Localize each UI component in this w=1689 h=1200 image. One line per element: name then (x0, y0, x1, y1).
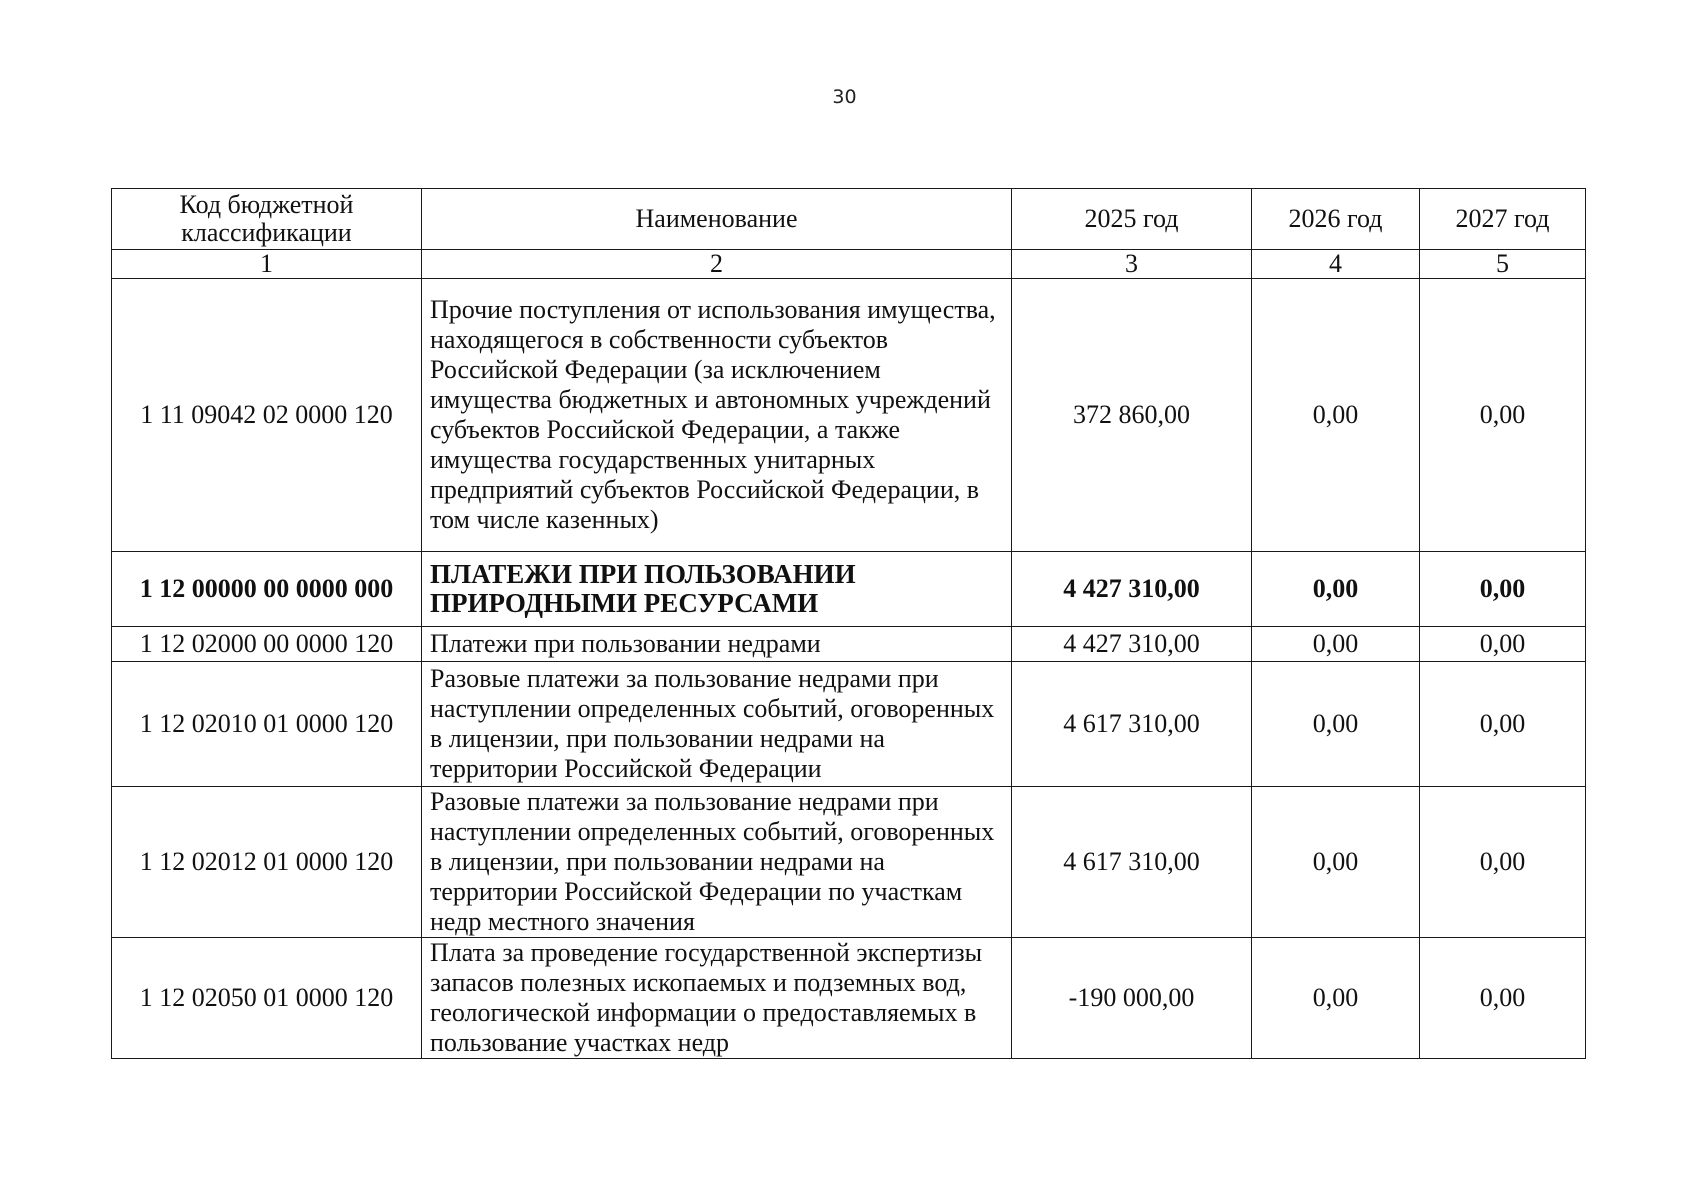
row-value-2025: -190 000,00 (1012, 938, 1252, 1059)
row-value-2026: 0,00 (1252, 627, 1420, 662)
row-value-2026: 0,00 (1252, 662, 1420, 787)
row-code: 1 12 02012 01 0000 120 (112, 787, 422, 938)
header-row (112, 189, 1586, 250)
row-value-2027: 0,00 (1420, 662, 1586, 787)
column-number-row (112, 250, 1586, 279)
row-code: 1 12 02050 01 0000 120 (112, 938, 422, 1059)
header-2026: 2026 год (1252, 189, 1420, 250)
row-value-2026: 0,00 (1252, 938, 1420, 1059)
row-name: Прочие поступления от использования имущества, находящегося в собственности субъектов Российской Федерации (за исключением имущества бюджетных и автономных учреждений субъектов Российской Федерации, а также имущества государственных унитарных предприятий субъектов Российской Федерации, в том числе казенных) (422, 279, 1012, 552)
row-name: Платежи при пользовании недрами (422, 627, 1012, 662)
row-value-2027: 0,00 (1420, 787, 1586, 938)
row-name: Разовые платежи за пользование недрами при наступлении определенных событий, оговоренных в лицензии, при пользовании недрами на территории Российской Федерации (422, 662, 1012, 787)
column-number: 2 (422, 250, 1012, 279)
row-name: Разовые платежи за пользование недрами при наступлении определенных событий, оговоренных в лицензии, при пользовании недрами на территории Российской Федерации по участкам недр местного значения (422, 787, 1012, 938)
header-name: Наименование (422, 189, 1012, 250)
column-number: 5 (1420, 250, 1586, 279)
column-number: 4 (1252, 250, 1420, 279)
table-row (112, 279, 1586, 552)
table-row (112, 662, 1586, 787)
row-value-2027: 0,00 (1420, 938, 1586, 1059)
table-row (112, 627, 1586, 662)
row-value-2025: 4 617 310,00 (1012, 662, 1252, 787)
column-number: 3 (1012, 250, 1252, 279)
row-name: ПЛАТЕЖИ ПРИ ПОЛЬЗОВАНИИ ПРИРОДНЫМИ РЕСУРСАМИ (422, 552, 1012, 627)
header-code: Код бюджетной классификации (112, 189, 422, 250)
header-2027: 2027 год (1420, 189, 1586, 250)
row-name: Плата за проведение государственной экспертизы запасов полезных ископаемых и подземных вод, геологической информации о предоставляемых в пользование участках недр (422, 938, 1012, 1059)
table-row (112, 787, 1586, 938)
row-code: 1 11 09042 02 0000 120 (112, 279, 422, 552)
budget-table (111, 188, 1586, 1059)
row-value-2025: 372 860,00 (1012, 279, 1252, 552)
header-2025: 2025 год (1012, 189, 1252, 250)
row-value-2027: 0,00 (1420, 627, 1586, 662)
row-value-2025: 4 617 310,00 (1012, 787, 1252, 938)
row-value-2025: 4 427 310,00 (1012, 552, 1252, 627)
row-value-2027: 0,00 (1420, 279, 1586, 552)
row-code: 1 12 02000 00 0000 120 (112, 627, 422, 662)
table-row (112, 938, 1586, 1059)
row-value-2026: 0,00 (1252, 279, 1420, 552)
table-row-section (112, 552, 1586, 627)
page-number: 30 (832, 86, 857, 108)
row-value-2026: 0,00 (1252, 787, 1420, 938)
row-code: 1 12 02010 01 0000 120 (112, 662, 422, 787)
row-value-2025: 4 427 310,00 (1012, 627, 1252, 662)
row-value-2027: 0,00 (1420, 552, 1586, 627)
row-value-2026: 0,00 (1252, 552, 1420, 627)
column-number: 1 (112, 250, 422, 279)
row-code: 1 12 00000 00 0000 000 (112, 552, 422, 627)
